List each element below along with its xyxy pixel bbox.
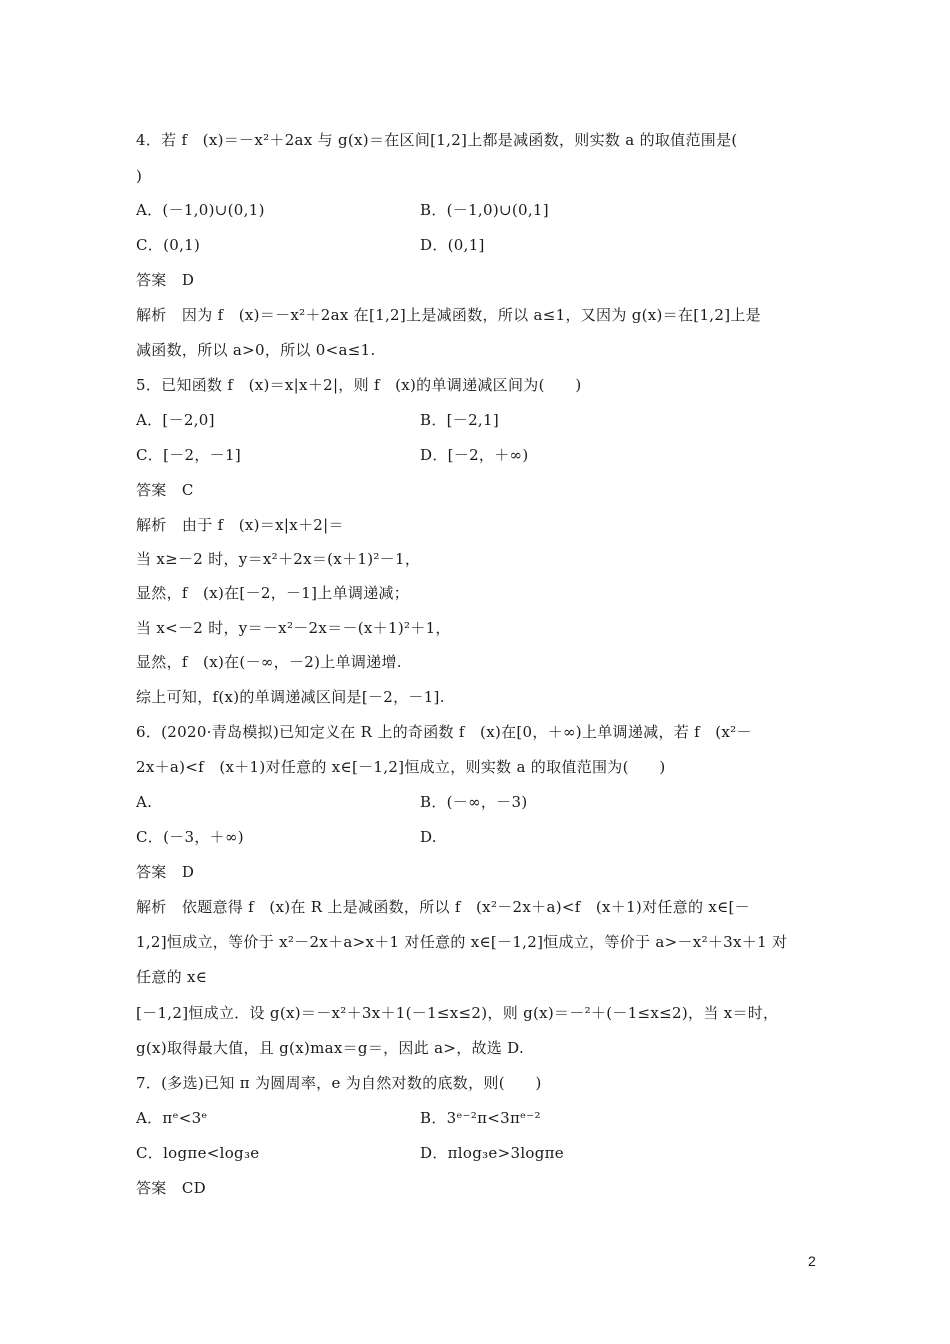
- text-line: 4．若 f (x)＝－x²＋2ax 与 g(x)＝在区间[1,2]上都是减函数，则实数 a 的取值范围是(: [136, 131, 738, 149]
- text-line: 减函数，所以 a>0，所以 0<a≤1.: [136, 341, 376, 359]
- text-line: C．logπe<log₃e: [136, 1144, 260, 1162]
- text-line: 答案 D: [136, 271, 195, 289]
- text-line: 综上可知，f(x)的单调递减区间是[－2，－1].: [136, 688, 445, 706]
- option-right: D．(0,1]: [420, 236, 485, 254]
- text-line: 解析 由于 f (x)＝x|x＋2|＝: [136, 516, 344, 534]
- text-line: ): [136, 167, 143, 185]
- text-line: 答案 CD: [136, 1179, 207, 1197]
- text-line: 7．(多选)已知 π 为圆周率，e 为自然对数的底数，则( ): [136, 1074, 542, 1092]
- text-line: C．(0,1): [136, 236, 201, 254]
- option-right: B．[－2,1]: [420, 411, 499, 429]
- text-line: C．(－3，＋∞): [136, 828, 244, 846]
- text-line: 解析 因为 f (x)＝－x²＋2ax 在[1,2]上是减函数，所以 a≤1，又因为 g(x)＝在[1,2]上是: [136, 306, 761, 324]
- text-line: A．πᵉ<3ᵉ: [136, 1109, 208, 1127]
- option-right: B．3ᵉ⁻²π<3πᵉ⁻²: [420, 1109, 541, 1127]
- option-right: D．[－2，＋∞): [420, 446, 529, 464]
- text-line: 当 x<－2 时，y＝－x²－2x＝－(x＋1)²＋1，: [136, 619, 451, 637]
- text-line: A．[－2,0]: [136, 411, 215, 429]
- text-line: 答案 D: [136, 863, 195, 881]
- text-line: A．(－1,0)∪(0,1): [136, 201, 265, 219]
- text-line: 当 x≥－2 时，y＝x²＋2x＝(x＋1)²－1，: [136, 550, 421, 568]
- text-line: 答案 C: [136, 481, 194, 499]
- text-line: 显然，f (x)在(－∞，－2)上单调递增.: [136, 653, 402, 671]
- option-right: D.: [420, 828, 437, 846]
- text-line: 1,2]恒成立，等价于 x²－2x＋a>x＋1 对任意的 x∈[－1,2]恒成立，等价于 a>－x²＋3x＋1 对: [136, 933, 788, 951]
- option-right: B．(－1,0)∪(0,1]: [420, 201, 549, 219]
- text-line: A.: [136, 793, 153, 811]
- page-number: 2: [808, 1253, 816, 1269]
- text-line: 显然，f (x)在[－2，－1]上单调递减；: [136, 584, 410, 602]
- text-line: C．[－2，－1]: [136, 446, 241, 464]
- text-line: g(x)取得最大值，且 g(x)max＝g＝，因此 a>，故选 D.: [136, 1039, 525, 1057]
- text-line: 任意的 x∈: [136, 968, 208, 986]
- text-line: 2x＋a)<f (x＋1)对任意的 x∈[－1,2]恒成立，则实数 a 的取值范围为( ): [136, 758, 666, 776]
- text-line: 6．(2020·青岛模拟)已知定义在 R 上的奇函数 f (x)在[0，＋∞)上单调递减，若 f (x²－: [136, 723, 752, 741]
- text-line: 5．已知函数 f (x)＝x|x＋2|，则 f (x)的单调递减区间为( ): [136, 376, 582, 394]
- text-line: 解析 依题意得 f (x)在 R 上是减函数，所以 f (x²－2x＋a)<f (x＋1)对任意的 x∈[－: [136, 898, 750, 916]
- option-right: B．(－∞，－3): [420, 793, 528, 811]
- option-right: D．πlog₃e>3logπe: [420, 1144, 564, 1162]
- text-line: [－1,2]恒成立．设 g(x)＝－x²＋3x＋1(－1≤x≤2)，则 g(x)＝－²＋(－1≤x≤2)，当 x＝时，: [136, 1004, 779, 1022]
